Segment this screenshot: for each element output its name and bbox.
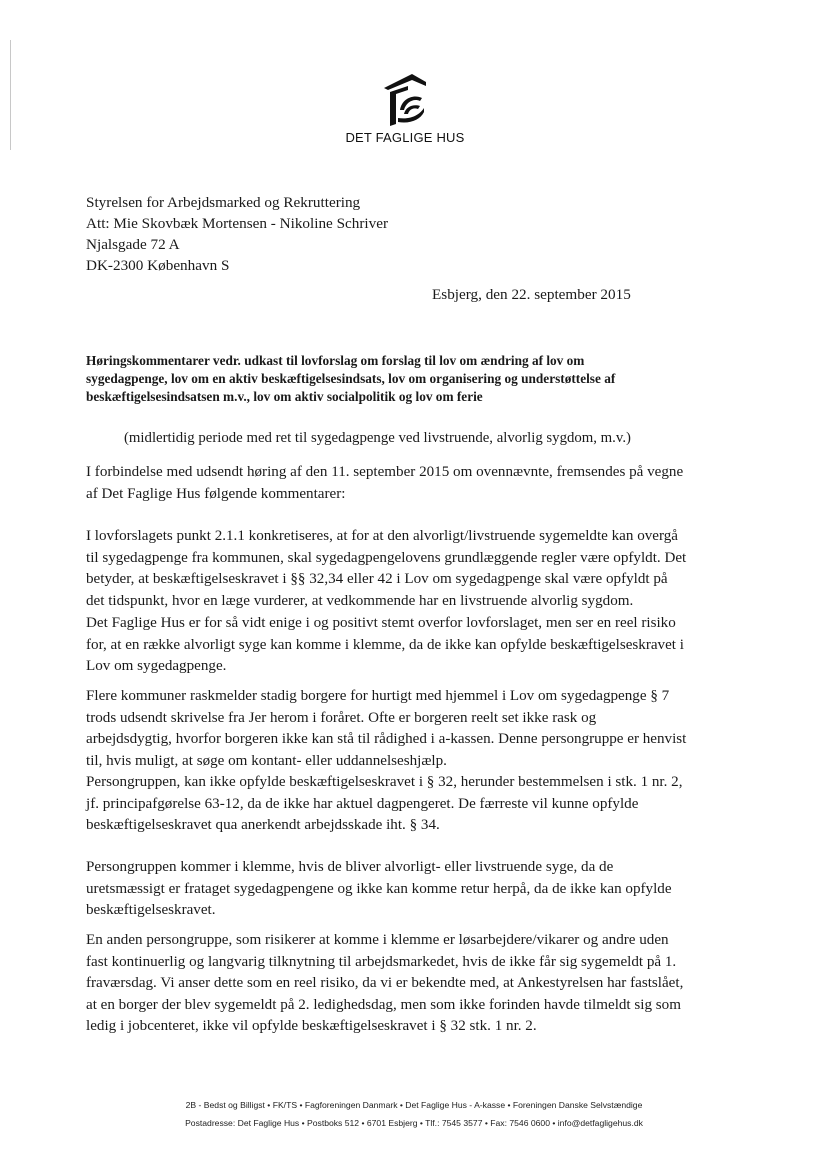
paragraph-line: beskæftigelseskravet qua anerkendt arbejdsskade iht. § 34. xyxy=(86,817,440,833)
paragraph-line: Det Faglige Hus er for så vidt enige i og positivt stemt overfor lovforslaget, men ser en reel risiko xyxy=(86,615,676,631)
scan-edge-mark xyxy=(10,40,11,150)
house-arch-logo-icon xyxy=(382,72,428,128)
footer-contact: Postadresse: Det Faglige Hus • Postboks 512 • 6701 Esbjerg • Tlf.: 7545 3577 • Fax: 7546 0600 • info@detfagligehus.dk xyxy=(185,1118,643,1128)
subject-line: Høringskommentarer vedr. udkast til lovforslag om forslag til lov om ændring af lov om xyxy=(86,353,585,368)
letterhead-logo xyxy=(340,72,470,145)
paragraph-line: betyder, at beskæftigelseskravet i §§ 32,34 eller 42 i Lov om sygedagpenge skal være opfyldt på xyxy=(86,571,668,587)
body-paragraph xyxy=(86,462,746,505)
paragraph-line: En anden persongruppe, som risikerer at komme i klemme er løsarbejdere/vikarer og andre uden xyxy=(86,932,669,948)
paragraph-line: I forbindelse med udsendt høring af den 11. september 2015 om ovennævnte, fremsendes på vegne xyxy=(86,464,684,480)
paragraph-line: jf. principafgørelse 63-12, da de ikke har aktuel dagpengeret. De færreste vil kunne opfylde xyxy=(86,795,639,812)
paragraph-line: Flere kommuner raskmelder stadig borgere for hurtigt med hjemmel i Lov om sygedagpenge § 7 xyxy=(86,688,670,704)
body-paragraph xyxy=(86,613,746,678)
recipient-line: Styrelsen for Arbejdsmarked og Rekruttering xyxy=(86,194,361,211)
paragraph-line: beskæftigelseskravet. xyxy=(86,902,216,918)
paragraph-line: fraværsdag. Vi anser dette som en reel risiko, da vi er bekendte med, at Ankestyrelsen har fastslået, xyxy=(86,975,684,991)
recipient-line: DK-2300 København S xyxy=(86,257,230,274)
paragraph-line: for, at en række alvorligt syge kan komme i klemme, da de ikke kan opfylde beskæftigelseskravet i xyxy=(86,636,684,653)
paragraph-line: Lov om sygedagpenge. xyxy=(86,658,227,674)
body-paragraph xyxy=(86,930,746,1038)
paragraph-line: arbejdsdygtig, hvorfor borgeren ikke kan stå til rådighed i a-kassen. Denne persongruppe er henvist xyxy=(86,731,687,747)
paragraph-line: Persongruppen, kan ikke opfylde beskæftigelseskravet i § 32, herunder bestemmelsen i stk. 1 nr. 2, xyxy=(86,774,683,790)
subject-note: (midlertidig periode med ret til sygedagpenge ved livstruende, alvorlig sygdom, m.v.) xyxy=(124,430,631,446)
recipient-line: Njalsgade 72 A xyxy=(86,236,180,253)
body-paragraph xyxy=(86,772,746,837)
paragraph-line: I lovforslagets punkt 2.1.1 konkretiseres, at for at den alvorligt/livstruende sygemeldte kan overgå xyxy=(86,528,678,544)
paragraph-line: uretsmæssigt er frataget sygedagpengene og ikke kan komme retur herpå, da de ikke kan opfylde xyxy=(86,880,672,897)
paragraph-line: Persongruppen kommer i klemme, hvis de bliver alvorligt- eller livstruende syge, da de xyxy=(86,859,614,875)
paragraph-line: til sygedagpenge fra kommunen, skal sygedagpengelovens grundlæggende regler være opfyldt. Det xyxy=(86,549,687,566)
paragraph-line: det tidspunkt, hvor en læge vurderer, at vedkommende har en livstruende alvorlig sygdom. xyxy=(86,592,634,609)
paragraph-line: trods udsendt skrivelse fra Jer herom i foråret. Ofte er borgeren reelt set ikke rask og xyxy=(86,709,597,726)
paragraph-line: af Det Faglige Hus følgende kommentarer: xyxy=(86,485,346,502)
recipient-line: Att: Mie Skovbæk Mortensen - Nikoline Schriver xyxy=(86,215,389,232)
paragraph-line: ledig i jobcenteret, ikke vil opfylde beskæftigelseskravet i § 32 stk. 1 nr. 2. xyxy=(86,1018,537,1034)
body-paragraph xyxy=(86,686,746,772)
paragraph-line: at en borger der blev sygemeldt på 2. ledighedsdag, men som ikke forinden havde tilmeldt sig som xyxy=(86,996,681,1013)
letter-date: Esbjerg, den 22. september 2015 xyxy=(432,286,631,303)
subject-line: sygedagpenge, lov om en aktiv beskæftigelsesindsats, lov om organisering og understøttelse af xyxy=(86,371,616,386)
logo-wordmark: DET FAGLIGE HUS xyxy=(345,130,465,145)
subject-line: beskæftigelsesindsatsen m.v., lov om aktiv socialpolitik og lov om ferie xyxy=(86,389,483,404)
recipient-address xyxy=(86,192,388,276)
paragraph-line: fast kontinuerlig og langvarig tilknytning til arbejdsmarkedet, hvis de ikke får sig sygemeldt på 1. xyxy=(86,953,677,970)
subject-heading xyxy=(86,352,686,406)
body-paragraph xyxy=(86,526,746,612)
footer-organizations: 2B - Bedst og Billigst • FK/TS • Fagforeningen Danmark • Det Faglige Hus - A-kasse • Foreningen Danske Selvstændige xyxy=(185,1100,643,1110)
body-paragraph xyxy=(86,857,746,922)
paragraph-line: til, hvis muligt, at søge om kontant- eller uddannelseshjælp. xyxy=(86,752,447,769)
